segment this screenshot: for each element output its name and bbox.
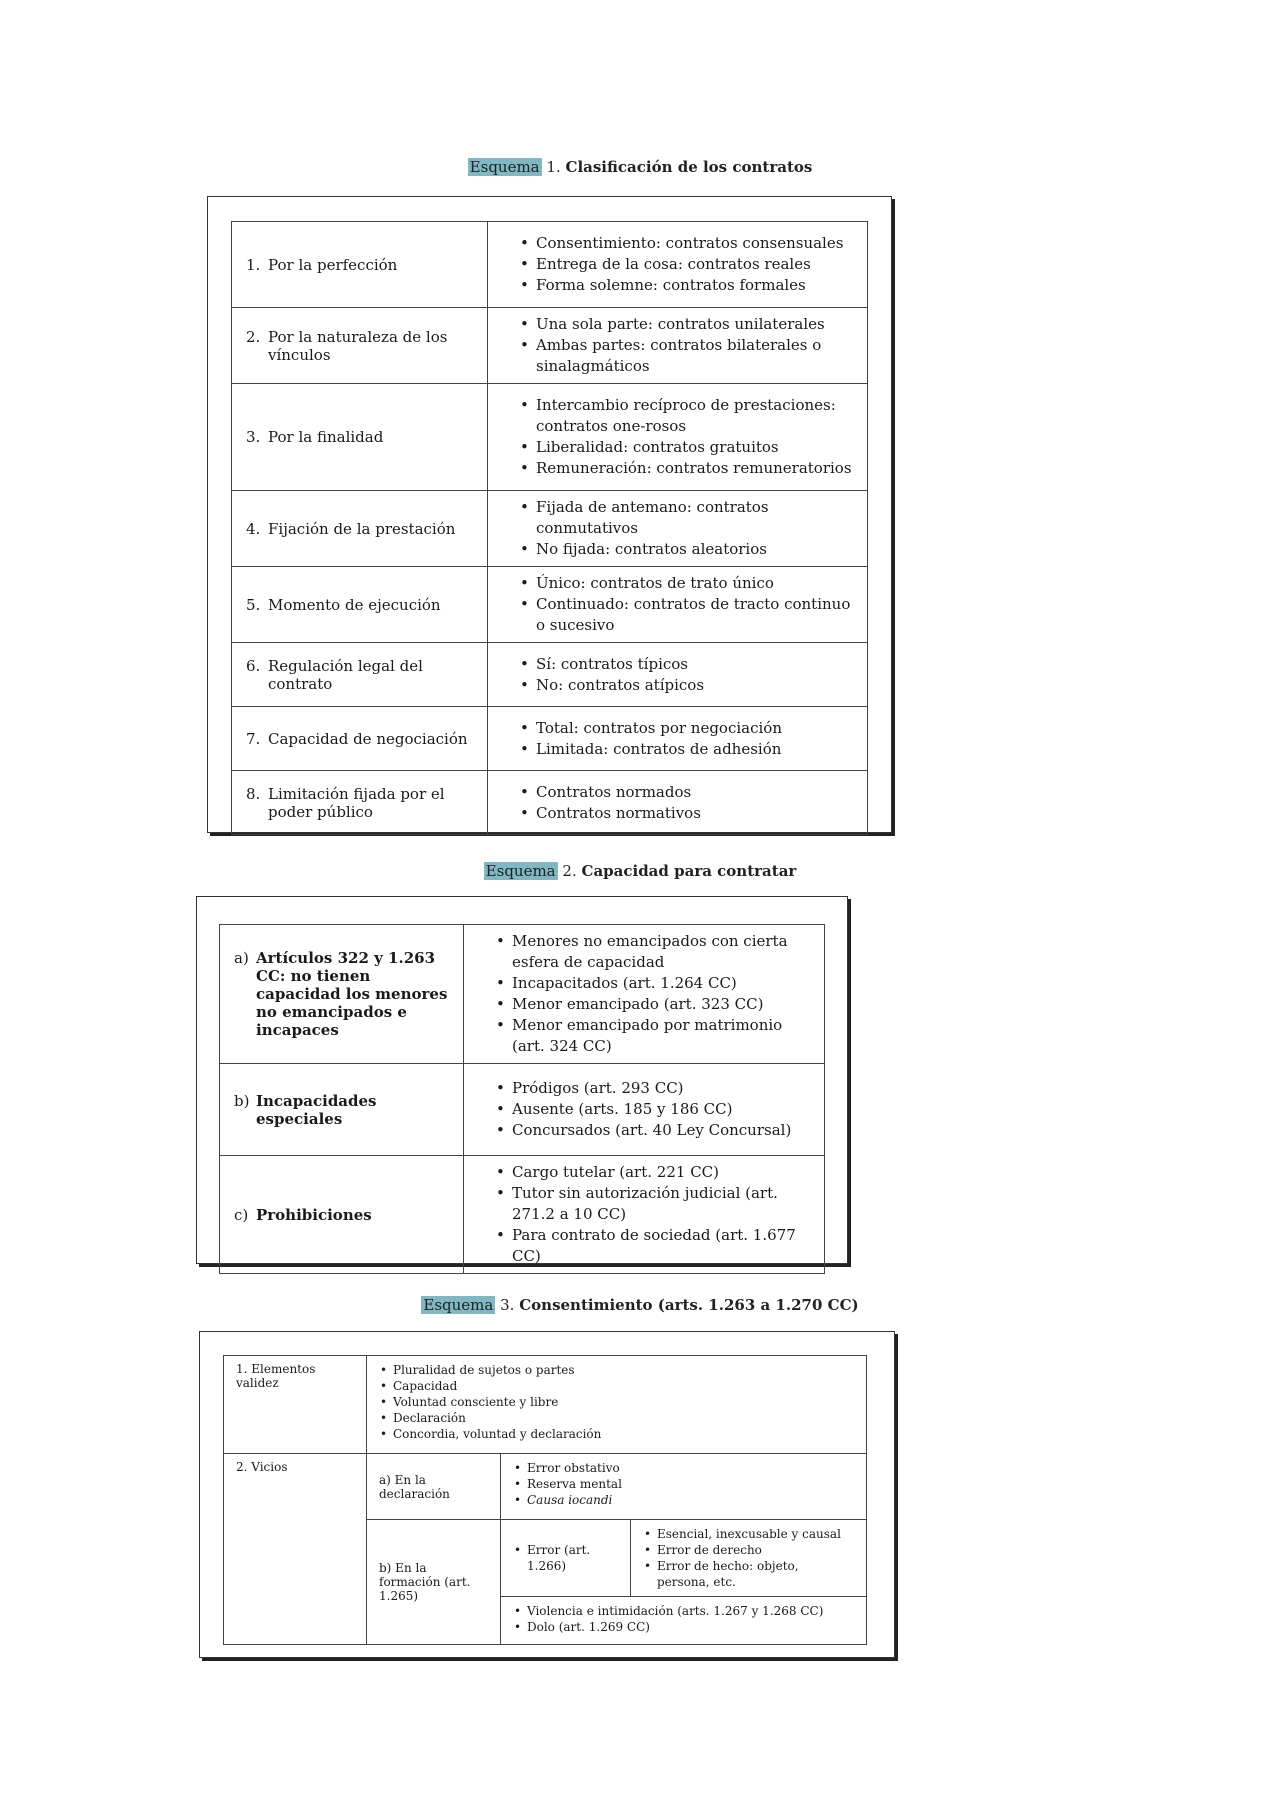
bullet-item: • Error obstativo (527, 1460, 854, 1476)
bullet-item: • Pluralidad de sujetos o partes (393, 1362, 854, 1378)
esquema1-caption-highlight: Esquema (469, 158, 540, 176)
table-row (232, 308, 868, 384)
row-number: 2. (246, 327, 261, 346)
error-types-list (643, 1526, 854, 1590)
bullet-item: • Concordia, voluntad y declaración (393, 1426, 854, 1442)
table-row (232, 491, 868, 567)
row-items-list (520, 395, 855, 479)
row-label: Artículos 322 y 1.263 CC: no tienen capacidad los menores no emancipados e incapaces (256, 949, 448, 1039)
declaracion-list (513, 1460, 854, 1508)
row-number: b) (234, 1091, 250, 1110)
row-items-list (520, 314, 855, 377)
bullet-item: • Reserva mental (527, 1476, 854, 1492)
row-items-list (520, 233, 855, 296)
error-label: • Error (art. 1.266) (527, 1542, 618, 1574)
esquema1-table (231, 221, 868, 835)
row-label-cell (232, 222, 488, 308)
row-label: Regulación legal del contrato (268, 656, 423, 693)
bullet-item: • Único: contratos de trato único (536, 573, 855, 594)
esquema1-caption-number: 1. (541, 158, 566, 176)
row-items-list (520, 497, 855, 560)
row-items-list (496, 931, 812, 1057)
row-items-cell (488, 643, 868, 707)
row-label: Por la finalidad (268, 428, 384, 446)
elementos-list (379, 1362, 854, 1442)
esquema2-caption-number: 2. (557, 862, 582, 880)
row-number: 4. (246, 519, 261, 538)
row-number: a) (234, 949, 249, 967)
row-items-cell (488, 707, 868, 771)
row-label: Por la naturaleza de los vínculos (268, 327, 448, 364)
row-label-cell (232, 491, 488, 567)
row-label-cell (232, 567, 488, 643)
row-items-list (520, 782, 855, 824)
error-types-cell (631, 1520, 867, 1597)
elementos-cell (367, 1356, 867, 1454)
row-label: Limitación fijada por el poder público (268, 784, 445, 821)
esquema2-caption (0, 862, 1280, 880)
violencia-cell (501, 1597, 867, 1645)
esquema1-caption-title: Clasificación de los contratos (565, 158, 813, 176)
row-number: 5. (246, 595, 261, 614)
row-number: 6. (246, 656, 261, 675)
table-row (232, 567, 868, 643)
bullet-item: • Menores no emancipados con cierta esfera de capacidad (512, 931, 812, 973)
bullet-item: • Esencial, inexcusable y causal (657, 1526, 854, 1542)
row-items-list (520, 573, 855, 636)
bullet-item: • Cargo tutelar (art. 221 CC) (512, 1162, 812, 1183)
table-row (220, 925, 825, 1064)
row-items-list (496, 1078, 812, 1141)
row-label-cell (232, 771, 488, 835)
bullet-item: • Voluntad consciente y libre (393, 1394, 854, 1410)
bullet-item: • Consentimiento: contratos consensuales (536, 233, 855, 254)
row-label-cell (232, 384, 488, 491)
table-row (232, 771, 868, 835)
bullet-item: • Forma solemne: contratos formales (536, 275, 855, 296)
bullet-item: • Capacidad (393, 1378, 854, 1394)
row-items-list (520, 654, 855, 696)
bullet-item: • Causa iocandi (527, 1492, 854, 1508)
bullet-item: • Dolo (art. 1.269 CC) (527, 1619, 854, 1635)
row-items-cell (464, 925, 825, 1064)
row-number: c) (234, 1205, 249, 1224)
bullet-item: • Menor emancipado (art. 323 CC) (512, 994, 812, 1015)
row-label: Fijación de la prestación (268, 519, 456, 538)
bullet-item: • Contratos normativos (536, 803, 855, 824)
table-row (232, 707, 868, 771)
bullet-item: • Entrega de la cosa: contratos reales (536, 254, 855, 275)
bullet-item: • Pródigos (art. 293 CC) (512, 1078, 812, 1099)
esquema3-caption-highlight: Esquema (423, 1296, 494, 1314)
formacion-label: b) En la formación (art. 1.265) (367, 1520, 501, 1645)
row-label: Capacidad de negociación (268, 729, 468, 748)
table-row (232, 222, 868, 308)
esquema3-caption (0, 1296, 1280, 1314)
bullet-item: • Declaración (393, 1410, 854, 1426)
table-row (220, 1064, 825, 1156)
bullet-item: • Fijada de antemano: contratos conmutativos (536, 497, 855, 539)
row-items-cell (488, 222, 868, 308)
bullet-item: • Contratos normados (536, 782, 855, 803)
row-items-cell (488, 491, 868, 567)
bullet-item: • Error de derecho (657, 1542, 854, 1558)
row-label-cell (232, 643, 488, 707)
bullet-item: • Intercambio recíproco de prestaciones: contratos one-rosos (536, 395, 855, 437)
bullet-item: • Sí: contratos típicos (536, 654, 855, 675)
bullet-item: • Remuneración: contratos remuneratorios (536, 458, 855, 479)
row-items-cell (488, 771, 868, 835)
bullet-item: • Ausente (arts. 185 y 186 CC) (512, 1099, 812, 1120)
row-number: 8. (246, 784, 261, 803)
esquema2-caption-highlight: Esquema (485, 862, 556, 880)
row-label: Por la perfección (268, 255, 398, 274)
row-items-cell (488, 384, 868, 491)
bullet-item: • Error de hecho: objeto, persona, etc. (657, 1558, 854, 1590)
elementos-label: 1. Elementos validez (224, 1356, 367, 1454)
row-number: 7. (246, 729, 261, 748)
row-items-cell (464, 1156, 825, 1274)
row-items-list (520, 718, 855, 760)
table-row (220, 1156, 825, 1274)
bullet-item: • Liberalidad: contratos gratuitos (536, 437, 855, 458)
bullet-item: • Una sola parte: contratos unilaterales (536, 314, 855, 335)
row-items-cell (488, 567, 868, 643)
error-cell (501, 1520, 631, 1597)
row-label-cell (220, 1064, 464, 1156)
bullet-item: • No fijada: contratos aleatorios (536, 539, 855, 560)
bullet-item: • Menor emancipado por matrimonio (art. 324 CC) (512, 1015, 812, 1057)
row-label: Momento de ejecución (268, 595, 441, 614)
row-label-cell (220, 1156, 464, 1274)
bullet-item: • Para contrato de sociedad (art. 1.677 CC) (512, 1225, 812, 1267)
row-items-cell (488, 308, 868, 384)
bullet-item: • Tutor sin autorización judicial (art. 271.2 a 10 CC) (512, 1183, 812, 1225)
esquema3-table (223, 1355, 867, 1645)
bullet-item: • Incapacitados (art. 1.264 CC) (512, 973, 812, 994)
bullet-item: • No: contratos atípicos (536, 675, 855, 696)
bullet-item: • Concursados (art. 40 Ley Concursal) (512, 1120, 812, 1141)
row-label-cell (232, 308, 488, 384)
row-label: Prohibiciones (256, 1205, 372, 1224)
bullet-item: • Continuado: contratos de tracto continuo o sucesivo (536, 594, 855, 636)
bullet-item: • Limitada: contratos de adhesión (536, 739, 855, 760)
esquema3-caption-title: Consentimiento (arts. 1.263 a 1.270 CC) (519, 1296, 859, 1314)
esquema2-caption-title: Capacidad para contratar (581, 862, 797, 880)
table-row (232, 384, 868, 491)
row-items-cell (464, 1064, 825, 1156)
declaracion-cell (501, 1454, 867, 1520)
esquema2-table (219, 924, 825, 1274)
row-number: 3. (246, 428, 261, 446)
esquema1-caption (0, 158, 1280, 176)
bullet-item: • Violencia e intimidación (arts. 1.267 y 1.268 CC) (527, 1603, 854, 1619)
bullet-item: • Total: contratos por negociación (536, 718, 855, 739)
row-label: Incapacidades especiales (256, 1091, 377, 1128)
row-number: 1. (246, 255, 261, 274)
table-row (232, 643, 868, 707)
row-label-cell (232, 707, 488, 771)
declaracion-label: a) En la declaración (367, 1454, 501, 1520)
esquema3-caption-number: 3. (495, 1296, 520, 1314)
vicios-label: 2. Vicios (224, 1454, 367, 1645)
violencia-list (513, 1603, 854, 1635)
row-items-list (496, 1162, 812, 1267)
bullet-item: • Ambas partes: contratos bilaterales o sinalagmáticos (536, 335, 855, 377)
row-label-cell (220, 925, 464, 1064)
